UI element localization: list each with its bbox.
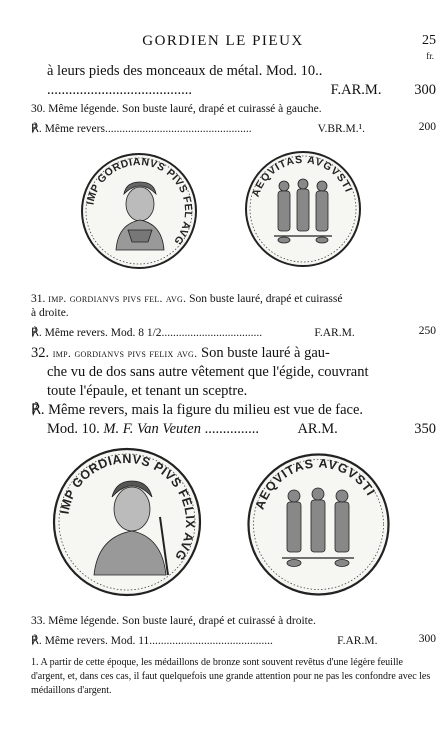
entry-32-line2: che vu de dos sans autre vêtement que l'égide, couvrant	[47, 364, 369, 380]
dot-leader: ...................................	[161, 327, 263, 339]
entry-30-reverse	[31, 121, 365, 135]
entry-32-reverse-line2	[47, 421, 338, 438]
reverse-prefix: ℟. Même revers	[31, 123, 105, 135]
coin-obverse-2	[52, 447, 202, 597]
price: 250	[418, 325, 436, 337]
price: 200	[418, 121, 436, 133]
footnote: 1. A partir de cette époque, les médaillons de bronze sont souvent revêtus d'une légère feuille d'argent, et, dans ces cas, il faut quelquefois une grande attention pour ne pas les confondre avec les médaillons d'argent.	[31, 657, 431, 696]
grade: F.AR.M.	[314, 327, 355, 339]
coin-reverse-2	[246, 452, 391, 597]
entry-32-line1	[31, 345, 330, 362]
reverse-prefix: ℟. Même revers. Mod. 8 1/2	[31, 327, 162, 339]
dot-leader: ...............	[204, 421, 259, 437]
entry-29-line2	[47, 82, 381, 99]
entry-33-text: 33. Même légende. Son buste lauré, drapé et cuirassé à droite.	[31, 615, 316, 627]
dot-leader: ........................................	[47, 82, 192, 98]
entry-32-reverse-line1: ℟. Même revers, mais la figure du milieu est vue de face.	[31, 402, 364, 418]
price: 300	[418, 633, 436, 645]
entry-31-reverse	[31, 325, 355, 339]
coin-obverse-1	[80, 152, 198, 270]
entry-30-text: 30. Même légende. Son buste lauré, drapé et cuirassé à gauche.	[31, 103, 322, 115]
coin-reverse-1	[244, 150, 362, 268]
coin-legend: IMP GORDIANVS PIVS FEL AVG	[84, 155, 195, 248]
grade: F.AR.M.	[337, 635, 378, 647]
page-title: GORDIEN LE PIEUX	[142, 33, 304, 49]
entry-31-line2: à droite.	[31, 307, 69, 319]
page-number: 25	[422, 33, 436, 48]
price: 300	[414, 82, 436, 98]
description: Son buste lauré, drapé et cuirassé	[189, 293, 343, 305]
currency-label: fr.	[426, 51, 434, 61]
entry-31-line1	[31, 293, 342, 305]
coin-legend: AEQVITAS AVGVSTI	[249, 153, 355, 199]
collection-name: M. F. Van Veuten	[103, 421, 201, 437]
description: Son buste lauré à gau-	[201, 345, 330, 361]
dot-leader: ...................................................	[104, 123, 252, 135]
grade: V.BR.M.¹.	[317, 123, 365, 135]
grade: F.AR.M.	[330, 82, 382, 98]
coin-legend: IMP GORDIANVS PIVS FELIX AVG	[57, 451, 198, 564]
entry-29-line1: à leurs pieds des monceaux de métal. Mod. 10..	[47, 63, 323, 79]
entry-33-reverse	[31, 633, 377, 647]
price: 350	[414, 421, 436, 437]
grade: AR.M.	[297, 421, 338, 437]
reverse-prefix: ℟. Même revers. Mod. 11	[31, 635, 150, 647]
coin-legend-text: imp. gordianvs pivs felix avg.	[52, 346, 198, 360]
entry-number: 32.	[31, 345, 50, 361]
coin-legend: AEQVITAS AVGVSTI	[252, 456, 379, 512]
coin-legend-text: imp. gordianvs pivs fel. avg.	[48, 293, 187, 305]
entry-number: 31.	[31, 293, 46, 305]
module-size: Mod. 10.	[47, 421, 100, 437]
dot-leader: ...........................................	[149, 635, 273, 647]
entry-32-line3: toute l'épaule, et tenant un sceptre.	[47, 383, 248, 399]
